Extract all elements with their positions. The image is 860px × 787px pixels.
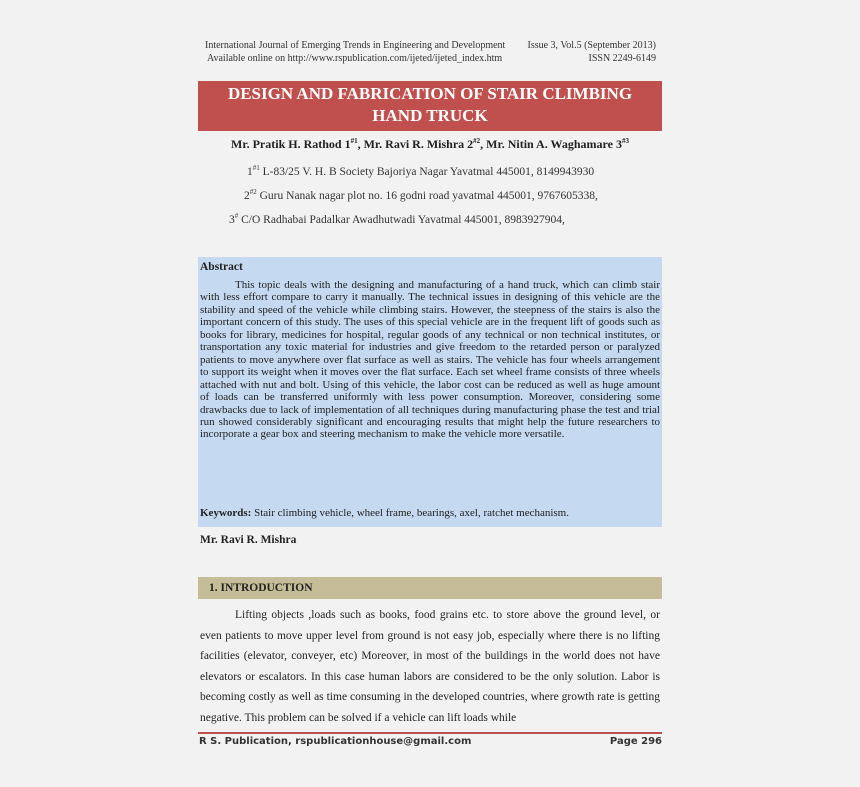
affiliation-text: L-83/25 V. H. B Society Bajoriya Nagar Yavatmal 445001, 8149943930 <box>259 165 595 178</box>
author-list <box>0 137 860 152</box>
introduction-body: Lifting objects ,loads such as books, food grains etc. to store above the ground level, or even patients to move upper level from ground is not easy job, especially where there is no lifting facilities (elevator, conveyer, etc) Moreover, in most of the buildings in the world does not have elevators or escalators. In this case human labors are considered to be the only solution. Labor is becoming costly as well as time consuming in the developed countries, where growth rate is getting negative. This problem can be solved if a vehicle can lift loads while <box>200 609 660 724</box>
affiliation-mark: #1 <box>252 164 260 172</box>
abstract-box <box>198 257 662 527</box>
section-heading-introduction: 1. INTRODUCTION <box>198 577 662 599</box>
introduction-block <box>200 605 660 729</box>
page-number: Page 296 <box>609 736 662 747</box>
journal-url: Available online on http://www.rspublication.com/ijeted/ijeted_index.htm <box>207 53 503 64</box>
journal-name: International Journal of Emerging Trends in Engineering and Development <box>205 40 506 51</box>
author-1-mark: #1 <box>350 137 358 145</box>
author-3-mark: #3 <box>621 137 629 145</box>
abstract-body-block <box>200 279 660 441</box>
author-3: Mr. Nitin A. Waghamare 3 <box>486 137 622 151</box>
affiliation-text: Guru Nanak nagar plot no. 16 godni road yavatmal 445001, 9767605338, <box>256 189 598 202</box>
affiliation-3 <box>229 212 565 226</box>
abstract-heading: Abstract <box>200 261 243 273</box>
corresponding-author: Mr. Ravi R. Mishra <box>200 534 297 546</box>
affiliation-1 <box>247 164 594 178</box>
affiliation-2 <box>244 188 598 202</box>
affiliation-number: 3 <box>229 213 235 226</box>
keywords-label: Keywords: <box>200 507 252 519</box>
journal-header-right <box>526 39 656 65</box>
keywords-line <box>200 507 569 519</box>
paper-title <box>198 81 662 131</box>
affiliation-text: C/O Radhabai Padalkar Awadhutwadi Yavatmal 445001, 8983927904, <box>238 213 565 226</box>
journal-header-left <box>205 39 505 65</box>
abstract-body: This topic deals with the designing and manufacturing of a hand truck, which can climb stair with less effort compare to carry it manually. The technical issues in designing of this vehicle are the stability and speed of the vehicle while climbing stairs. However, the steepness of the stairs is also the important concern of this study. The uses of this special vehicle are in the frequent lift of goods such as books for library, medicines for hospital, regular goods of any technical or non technical institutes, or transportation any toxic material for industries and give freedom to the retarded person or paralyzed patients to move anywhere over flat surface as well as stairs. The vehicle has four wheels arrangement to support its weight when it moves over the flat surface. Each set wheel frame consists of three wheels attached with nut and bolt. Using of this vehicle, the labor cost can be reduced as well as huge amount of loads can be transferred uniformly with less power consumption. Moreover, considering some drawbacks due to lack of implementation of all techniques during manufacturing phase the test and trial run showed considerably significant and encouraging results that might help the future researchers to incorporate a gear box and steering mechanism to make the vehicle more versatile. <box>200 279 660 441</box>
issue-info: Issue 3, Vol.5 (September 2013) <box>527 40 656 51</box>
affiliation-number: 1 <box>247 165 253 178</box>
keywords-text: Stair climbing vehicle, wheel frame, bearings, axel, ratchet mechanism. <box>251 507 569 519</box>
affiliation-number: 2 <box>244 189 250 202</box>
issn: ISSN 2249-6149 <box>588 53 656 64</box>
footer-publisher: R S. Publication, rspublicationhouse@gmail.com <box>199 736 472 747</box>
title-line-1: DESIGN AND FABRICATION OF STAIR CLIMBING <box>227 84 633 103</box>
affiliation-mark: #2 <box>249 188 257 196</box>
author-separator: , <box>357 137 364 151</box>
footer-rule <box>198 732 662 734</box>
author-1: Mr. Pratik H. Rathod 1 <box>231 137 351 151</box>
author-2: Mr. Ravi R. Mishra 2 <box>363 137 474 151</box>
author-2-mark: #2 <box>473 137 481 145</box>
title-line-2: HAND TRUCK <box>372 106 488 125</box>
affiliation-mark: # <box>234 212 239 220</box>
author-separator: , <box>480 137 487 151</box>
